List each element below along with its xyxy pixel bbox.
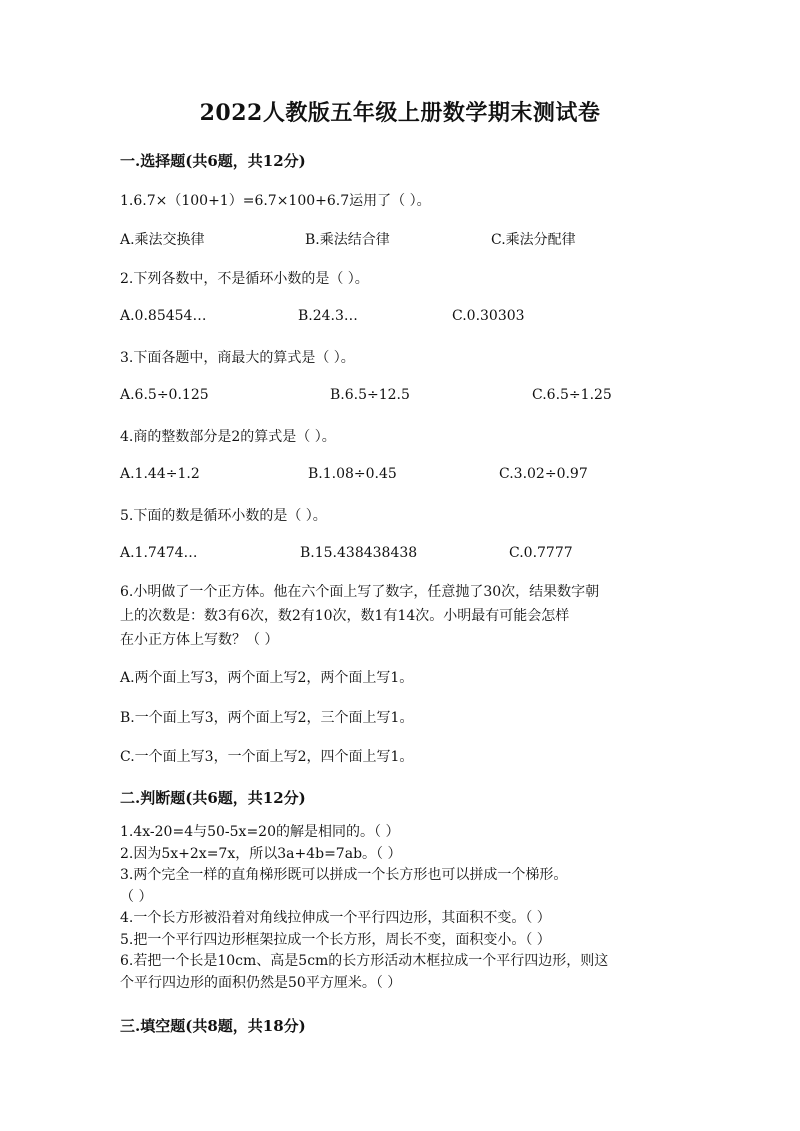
judgment-item-5: 5.把一个平行四边形框架拉成一个长方形，周长不变，面积变小。（ ）: [120, 931, 551, 948]
q2-option-a: A.0.85454…: [120, 308, 207, 324]
section1-heading: 一.选择题(共6题，共12分): [120, 152, 306, 170]
q3-option-b: B.6.5÷12.5: [330, 387, 410, 403]
judgment-item-4: 4.一个长方形被沿着对角线拉伸成一个平行四边形，其面积不变。（ ）: [120, 910, 551, 926]
judgment-item-1: 1.4x-20=4与50-5x=20的解是相同的。（ ）: [120, 824, 400, 840]
q2-option-b: B.24.3…: [298, 308, 358, 324]
q6-stem: [120, 580, 680, 652]
judgment-item-3: 3.两个完全一样的直角梯形既可以拼成一个长方形也可以拼成一个梯形。: [120, 867, 568, 883]
judgment-item-2: 2.因为5x+2x=7x，所以3a+4b=7ab。（ ）: [120, 845, 402, 862]
q6-stem-line1: 6.小明做了一个正方体。他在六个面上写了数字，任意抛了30次，结果数字朝: [120, 584, 600, 600]
q3-option-a: A.6.5÷0.125: [120, 387, 209, 403]
q2-stem: 2.下列各数中，不是循环小数的是（ ）。: [120, 271, 369, 287]
q2-option-c: C.0.30303: [452, 308, 525, 324]
q1-option-c: C.乘法分配律: [491, 232, 576, 248]
q4-stem: 4.商的整数部分是2的算式是（ ）。: [120, 429, 336, 445]
q4-option-b: B.1.08÷0.45: [308, 466, 397, 482]
exam-title: 2022人教版五年级上册数学期末测试卷: [199, 100, 601, 126]
judgment-item-6: 6.若把一个长是10cm、高是5cm的长方形活动木框拉成一个平行四边形，则这: [120, 953, 609, 969]
q5-option-b: B.15.438438438: [300, 545, 418, 561]
section2-heading: 二.判断题(共6题，共12分): [120, 789, 306, 807]
q1-option-a: A.乘法交换律: [120, 232, 205, 248]
q3-option-c: C.6.5÷1.25: [532, 387, 612, 403]
q6-option-b: B.一个面上写3，两个面上写2，三个面上写1。: [120, 710, 414, 726]
q6-stem-line2: 上的次数是：数3有6次，数2有10次，数1有14次。小明最有可能会怎样: [120, 608, 570, 624]
q1-stem: 1.6.7×（100+1）=6.7×100+6.7运用了（ ）。: [120, 193, 431, 209]
q3-stem: 3.下面各题中，商最大的算式是（ ）。: [120, 350, 355, 366]
q5-option-a: A.1.7474…: [120, 545, 198, 561]
q5-stem: 5.下面的数是循环小数的是（ ）。: [120, 508, 327, 524]
judgment-item-3-paren: （ ）: [120, 888, 153, 905]
judgment-item-6-cont: 个平行四边形的面积仍然是50平方厘米。（ ）: [120, 974, 402, 991]
q5-option-c: C.0.7777: [509, 545, 573, 561]
q1-option-b: B.乘法结合律: [305, 232, 390, 248]
q4-option-c: C.3.02÷0.97: [499, 466, 588, 482]
q4-option-a: A.1.44÷1.2: [120, 466, 200, 482]
q6-option-a: A.两个面上写3，两个面上写2，两个面上写1。: [120, 670, 414, 686]
judgment-list: [120, 822, 680, 994]
section3-heading: 三.填空题(共8题，共18分): [120, 1017, 306, 1035]
q6-option-c: C.一个面上写3，一个面上写2，四个面上写1。: [120, 749, 414, 765]
q6-stem-line3: 在小正方体上写数？（ ）: [120, 632, 279, 648]
